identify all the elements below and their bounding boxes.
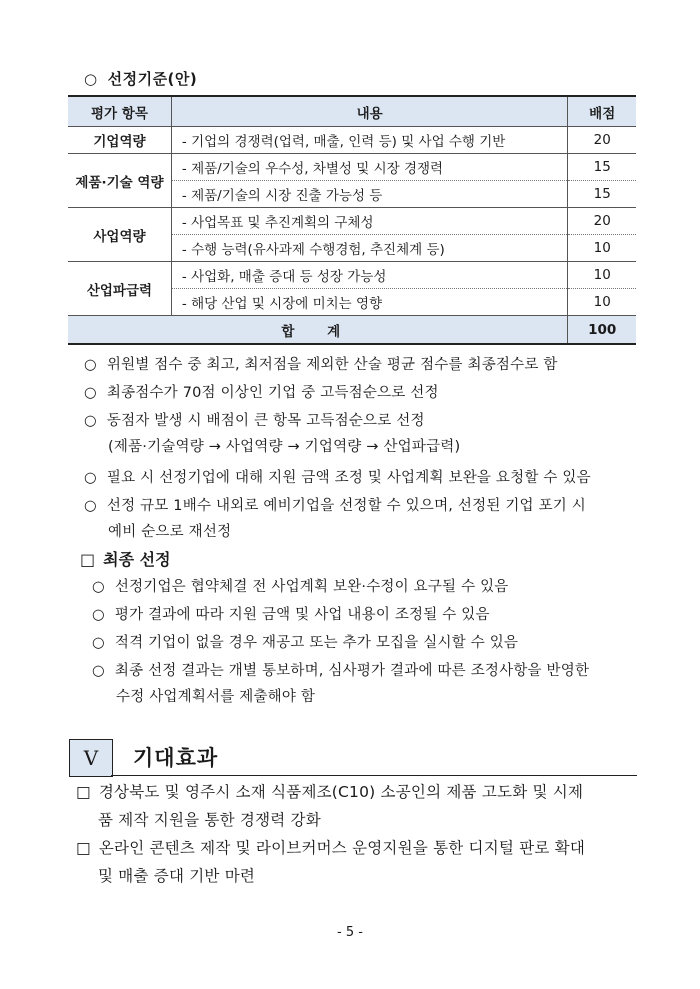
effect-text: 온라인 콘텐츠 제작 및 라이브커머스 운영지원을 통한 디지털 판로 확대 [98,839,586,857]
effect-item [76,778,583,834]
table-header-row [68,96,636,127]
circle-bullet: ○ [92,607,105,623]
score-cell: 10 [568,262,636,289]
circle-bullet: ○ [92,635,105,651]
circle-bullet: ○ [84,357,97,373]
note-continuation: (제품·기술역량 → 사업역량 → 기업역량 → 산업파급력) [108,439,461,455]
square-bullet: □ [76,839,91,857]
note-item [84,352,558,378]
category-cell: 사업역량 [68,208,171,262]
circle-bullet: ○ [84,470,97,486]
note-item [84,408,460,460]
selection-item [92,574,509,600]
table-total-row [68,316,636,345]
category-cell: 산업파급력 [68,262,171,316]
table-row [68,154,636,181]
total-label [68,316,568,345]
note-item [84,465,591,491]
selection-item [92,602,490,628]
note-text: 동점자 발생 시 배점이 큰 항목 고득점순으로 선정 [106,413,425,429]
table-row [68,127,636,154]
criteria-table [68,95,636,345]
square-bullet: □ [76,783,91,801]
content-cell: - 수행 능력(유사과제 수행경험, 추진체계 등) [171,235,568,262]
table-row [68,208,636,235]
final-selection-heading [80,547,171,570]
section-title: 기대효과 [133,746,219,770]
selection-text: 최종 선정 결과는 개별 통보하며, 심사평가 결과에 따른 조정사항을 반영한 [114,663,590,679]
effect-continuation: 및 매출 증대 기반 마련 [98,867,256,885]
header-content: 내용 [171,96,568,127]
content-cell: - 제품/기술의 우수성, 차별성 및 시장 경쟁력 [171,154,568,181]
selection-text: 평가 결과에 따라 지원 금액 및 사업 내용이 조정될 수 있음 [114,607,490,623]
note-text: 위원별 점수 중 최고, 최저점을 제외한 산술 평균 점수를 최종점수로 함 [106,357,558,373]
note-text: 필요 시 선정기업에 대해 지원 금액 조정 및 사업계획 보완을 요청할 수 있음 [106,470,591,486]
selection-text: 선정기업은 협약체결 전 사업계획 보완·수정이 요구될 수 있음 [114,579,509,595]
selection-item [92,658,589,710]
note-text: 선정 규모 1배수 내외로 예비기업을 선정할 수 있으며, 선정된 기업 포기 시 [106,498,586,514]
content-cell: - 제품/기술의 시장 진출 가능성 등 [171,181,568,208]
circle-bullet: ○ [84,498,97,514]
table-row [68,262,636,289]
total-score: 100 [568,316,636,345]
score-cell: 20 [568,127,636,154]
score-cell: 20 [568,208,636,235]
circle-bullet: ○ [84,385,97,401]
score-cell: 10 [568,289,636,316]
circle-bullet: ○ [92,663,105,679]
selection-continuation: 수정 사업계획서를 제출해야 함 [116,689,316,705]
content-cell: - 사업목표 및 추진계획의 구체성 [171,208,568,235]
circle-bullet: ○ [84,413,97,429]
effect-text: 경상북도 및 영주시 소재 식품제조(C10) 소공인의 제품 고도화 및 시제 [98,783,584,801]
section-number-box: V [69,739,113,777]
score-cell: 15 [568,154,636,181]
content-cell: - 해당 산업 및 시장에 미치는 영향 [171,289,568,316]
note-item [84,380,439,406]
page-number: - 5 - [337,925,363,940]
circle-bullet: ○ [92,579,105,595]
selection-text: 적격 기업이 없을 경우 재공고 또는 추가 모집을 실시할 수 있음 [114,635,519,651]
header-score: 배점 [568,96,636,127]
header-category: 평가 항목 [68,96,171,127]
category-cell: 제품·기술 역량 [68,154,171,208]
total-label-text: 합 계 [281,323,355,340]
note-continuation: 예비 순으로 재선정 [108,524,232,540]
content-cell: - 기업의 경쟁력(업력, 매출, 인력 등) 및 사업 수행 기반 [171,127,568,154]
score-cell: 10 [568,235,636,262]
section-underline [111,775,637,776]
circle-bullet: ○ [84,70,98,88]
category-cell: 기업역량 [68,127,171,154]
note-text: 최종점수가 70점 이상인 기업 중 고득점순으로 선정 [106,385,439,401]
effect-continuation: 품 제작 지원을 통한 경쟁력 강화 [98,811,321,829]
note-item [84,493,586,545]
square-bullet: □ [80,550,96,569]
content-cell: - 사업화, 매출 증대 등 성장 가능성 [171,262,568,289]
selection-item [92,630,518,656]
score-cell: 15 [568,181,636,208]
criteria-heading-text: 선정기준(안) [107,70,198,88]
final-selection-title: 최종 선정 [103,550,171,569]
effect-item [76,834,585,890]
criteria-heading [84,68,197,89]
